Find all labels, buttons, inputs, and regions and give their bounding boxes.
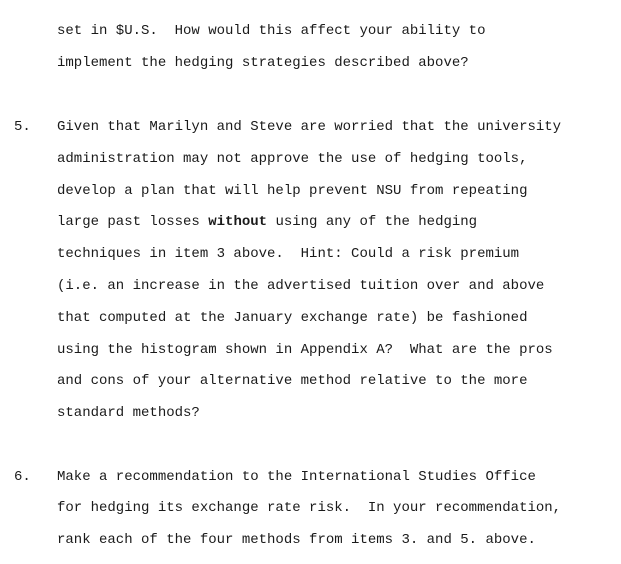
item-6-line-2: for hedging its exchange rate risk. In your recommendation, bbox=[57, 500, 562, 516]
item-5-line-6: (i.e. an increase in the advertised tuition over and above bbox=[57, 278, 545, 294]
item-5-line-5: techniques in item 3 above. Hint: Could a risk premium bbox=[57, 246, 520, 262]
item-5-line-4-pre: large past losses bbox=[57, 214, 209, 230]
item-5-line-9: and cons of your alternative method relative to the more bbox=[57, 373, 528, 389]
item-5-line-4 bbox=[57, 212, 477, 232]
continuation-line-2: implement the hedging strategies described above? bbox=[57, 55, 469, 71]
item-6-line-1: Make a recommendation to the International Studies Office bbox=[57, 469, 536, 485]
continuation-line-1: set in $U.S. How would this affect your ability to bbox=[57, 23, 486, 39]
item-5-line-10: standard methods? bbox=[57, 405, 200, 421]
item-5-line-1: Given that Marilyn and Steve are worried that the university bbox=[57, 119, 562, 135]
item-5-line-8: using the histogram shown in Appendix A? What are the pros bbox=[57, 342, 553, 358]
item-5-line-7: that computed at the January exchange rate) be fashioned bbox=[57, 310, 528, 326]
item-5-line-4-post: using any of the hedging bbox=[267, 214, 478, 230]
item-6-number: 6. bbox=[14, 469, 31, 485]
item-5-emphasis-without: without bbox=[208, 214, 268, 230]
item-5-line-3: develop a plan that will help prevent NSU from repeating bbox=[57, 183, 528, 199]
item-5-line-2: administration may not approve the use of hedging tools, bbox=[57, 151, 528, 167]
item-5-number: 5. bbox=[14, 119, 31, 135]
item-6-line-3: rank each of the four methods from items 3. and 5. above. bbox=[57, 532, 536, 548]
